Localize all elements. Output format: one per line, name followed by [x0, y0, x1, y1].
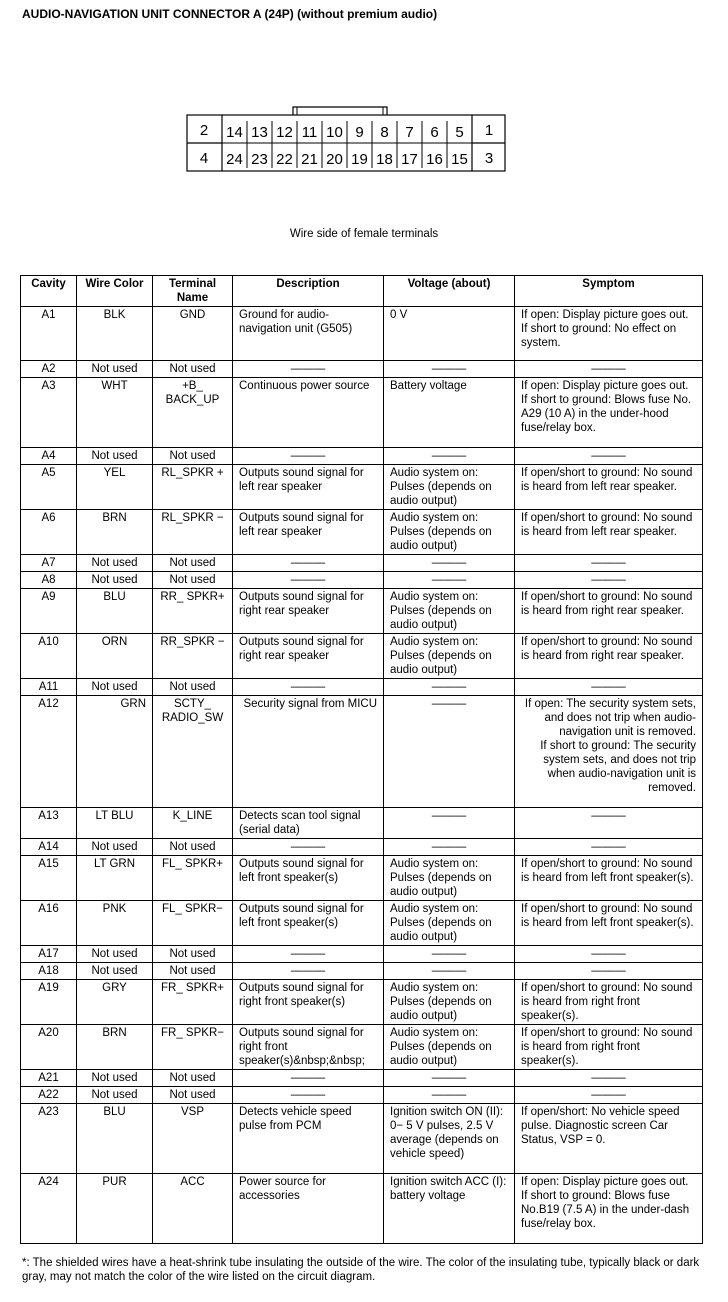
cell-terminal-name: RR_ SPKR+	[153, 589, 233, 634]
table-row	[21, 448, 703, 465]
cell-wire-color: BLU	[77, 589, 153, 634]
col-symptom: Symptom	[515, 276, 703, 307]
cell-symptom: ———	[515, 1070, 703, 1087]
cell-terminal-name: Not used	[153, 572, 233, 589]
cell-description: ———	[233, 555, 384, 572]
cell-description: ———	[233, 963, 384, 980]
symptom-line: If open: Display picture goes out.	[521, 1176, 689, 1188]
cell-voltage: Audio system on: Pulses (depends on audio output)	[384, 634, 515, 679]
cell-wire-color: Not used	[77, 839, 153, 856]
cell-description: Outputs sound signal for left rear speaker	[233, 465, 384, 510]
pinout-table	[20, 275, 703, 1244]
connector-pin: 20	[326, 151, 343, 168]
cell-description: Power source for accessories	[233, 1174, 384, 1244]
connector-diagram	[186, 106, 506, 172]
cell-description: Ground for audio-navigation unit (G505)	[233, 307, 384, 361]
cell-wire-color: GRN	[77, 696, 153, 808]
cell-voltage: ———	[384, 696, 515, 808]
cell-description: Outputs sound signal for left front speaker(s)	[233, 856, 384, 901]
cell-symptom: If open/short to ground: No sound is heard from left rear speaker.	[515, 510, 703, 555]
cell-voltage: ———	[384, 448, 515, 465]
footnote: *: The shielded wires have a heat-shrink tube insulating the outside of the wire. The color of the insulating tube, typically black or dark gray, may not match the color of the wire listed on the circuit diagram.	[22, 1257, 700, 1283]
cell-symptom: ———	[515, 839, 703, 856]
connector-pin: 14	[226, 124, 243, 141]
cell-terminal-name: RL_SPKR +	[153, 465, 233, 510]
cell-wire-color: Not used	[77, 946, 153, 963]
cell-cavity: A18	[21, 963, 77, 980]
symptom-line: If open: Display picture goes out.	[521, 380, 689, 392]
cell-cavity: A16	[21, 901, 77, 946]
connector-pin: 7	[405, 124, 414, 141]
cell-symptom: ———	[515, 963, 703, 980]
table-row	[21, 555, 703, 572]
cell-description: ———	[233, 946, 384, 963]
cell-wire-color: GRY	[77, 980, 153, 1025]
cell-symptom: ———	[515, 808, 703, 839]
cell-wire-color: LT GRN	[77, 856, 153, 901]
cell-terminal-name: Not used	[153, 1087, 233, 1104]
cell-wire-color: BLK	[77, 307, 153, 361]
cell-symptom: ———	[515, 361, 703, 378]
cell-terminal-name: Not used	[153, 555, 233, 572]
cell-terminal-name: RR_SPKR −	[153, 634, 233, 679]
connector-pin: 15	[451, 151, 468, 168]
table-row	[21, 856, 703, 901]
cell-cavity: A8	[21, 572, 77, 589]
cell-symptom	[515, 1174, 703, 1244]
cell-cavity: A24	[21, 1174, 77, 1244]
connector-pin: 18	[376, 151, 393, 168]
cell-wire-color: ORN	[77, 634, 153, 679]
cell-terminal-name: RL_SPKR −	[153, 510, 233, 555]
cell-cavity: A15	[21, 856, 77, 901]
cell-wire-color: LT BLU	[77, 808, 153, 839]
cell-symptom: ———	[515, 448, 703, 465]
cell-terminal-name: GND	[153, 307, 233, 361]
cell-symptom: If open/short to ground: No sound is heard from right rear speaker.	[515, 589, 703, 634]
col-terminal-name: Terminal Name	[153, 276, 233, 307]
cell-voltage: ———	[384, 1070, 515, 1087]
cell-voltage: Ignition switch ACC (I): battery voltage	[384, 1174, 515, 1244]
cell-wire-color: Not used	[77, 1087, 153, 1104]
cell-description: ———	[233, 1087, 384, 1104]
cell-symptom: ———	[515, 946, 703, 963]
connector-pin: 5	[455, 124, 464, 141]
cell-wire-color: BRN	[77, 1025, 153, 1070]
cell-terminal-name: +B_ BACK_UP	[153, 378, 233, 448]
cell-cavity: A10	[21, 634, 77, 679]
cell-voltage: 0 V	[384, 307, 515, 361]
cell-description: ———	[233, 448, 384, 465]
cell-description: Outputs sound signal for left rear speaker	[233, 510, 384, 555]
cell-cavity: A22	[21, 1087, 77, 1104]
cell-wire-color: Not used	[77, 679, 153, 696]
cell-terminal-name: FL_ SPKR−	[153, 901, 233, 946]
cell-symptom: If open/short to ground: No sound is heard from right front speaker(s).	[515, 980, 703, 1025]
connector-pin: 24	[226, 151, 243, 168]
cell-cavity: A23	[21, 1104, 77, 1174]
cell-terminal-name: Not used	[153, 963, 233, 980]
table-row	[21, 378, 703, 448]
cell-description: Outputs sound signal for right rear speaker	[233, 634, 384, 679]
cell-wire-color: PNK	[77, 901, 153, 946]
cell-terminal-name: FL_ SPKR+	[153, 856, 233, 901]
cell-terminal-name: Not used	[153, 946, 233, 963]
symptom-line: If short to ground: Blows fuse No. A29 (10 A) in the under-hood fuse/relay box.	[521, 394, 692, 434]
cell-terminal-name: Not used	[153, 679, 233, 696]
table-row	[21, 572, 703, 589]
connector-pin: 12	[276, 124, 293, 141]
cell-cavity: A2	[21, 361, 77, 378]
cell-terminal-name: FR_ SPKR+	[153, 980, 233, 1025]
cell-description: Security signal from MICU	[233, 696, 384, 808]
cell-voltage: ———	[384, 555, 515, 572]
cell-symptom: If open/short to ground: No sound is heard from left front speaker(s).	[515, 856, 703, 901]
table-header-row	[21, 276, 703, 307]
connector-pin: 10	[326, 124, 343, 141]
cell-voltage: Ignition switch ON (II): 0− 5 V pulses, 2.5 V average (depends on vehicle speed)	[384, 1104, 515, 1174]
table-row	[21, 679, 703, 696]
cell-terminal-name: ACC	[153, 1174, 233, 1244]
cell-cavity: A4	[21, 448, 77, 465]
cell-symptom: ———	[515, 572, 703, 589]
cell-wire-color: Not used	[77, 1070, 153, 1087]
cell-wire-color: Not used	[77, 361, 153, 378]
col-cavity: Cavity	[21, 276, 77, 307]
cell-terminal-name: Not used	[153, 361, 233, 378]
table-row	[21, 1025, 703, 1070]
symptom-line: If short to ground: The security system sets, and does not trip when audio-navigation unit is removed.	[540, 740, 696, 794]
cell-symptom: ———	[515, 555, 703, 572]
table-row	[21, 696, 703, 808]
symptom-line: If short to ground: Blows fuse No.B19 (7.5 A) in the under-dash fuse/relay box.	[521, 1190, 690, 1230]
col-wire-color: Wire Color	[77, 276, 153, 307]
cell-voltage: Audio system on: Pulses (depends on audio output)	[384, 465, 515, 510]
cell-voltage: ———	[384, 1087, 515, 1104]
table-row	[21, 1087, 703, 1104]
cell-description: Outputs sound signal for left front speaker(s)	[233, 901, 384, 946]
cell-symptom: If open/short to ground: No sound is heard from left front speaker(s).	[515, 901, 703, 946]
cell-cavity: A13	[21, 808, 77, 839]
cell-cavity: A6	[21, 510, 77, 555]
table-row	[21, 980, 703, 1025]
cell-voltage: Battery voltage	[384, 378, 515, 448]
connector-pin: 19	[351, 151, 368, 168]
symptom-line: If short to ground: No effect on system.	[521, 323, 677, 349]
cell-symptom	[515, 378, 703, 448]
table-row	[21, 1070, 703, 1087]
cell-voltage: Audio system on: Pulses (depends on audio output)	[384, 980, 515, 1025]
connector-pin: 8	[380, 124, 389, 141]
connector-pin: 11	[301, 124, 318, 141]
table-row	[21, 307, 703, 361]
cell-description: ———	[233, 572, 384, 589]
cell-cavity: A3	[21, 378, 77, 448]
cell-cavity: A5	[21, 465, 77, 510]
cell-cavity: A17	[21, 946, 77, 963]
cell-symptom	[515, 307, 703, 361]
connector-pin-2: 2	[199, 122, 209, 139]
connector-pin: 21	[301, 151, 318, 168]
cell-cavity: A20	[21, 1025, 77, 1070]
table-row	[21, 1174, 703, 1244]
cell-terminal-name: Not used	[153, 448, 233, 465]
cell-description: Continuous power source	[233, 378, 384, 448]
cell-cavity: A12	[21, 696, 77, 808]
connector-caption: Wire side of female terminals	[289, 228, 439, 240]
cell-cavity: A21	[21, 1070, 77, 1087]
cell-voltage: ———	[384, 839, 515, 856]
cell-voltage: ———	[384, 361, 515, 378]
cell-terminal-name: VSP	[153, 1104, 233, 1174]
page-title: AUDIO-NAVIGATION UNIT CONNECTOR A (24P) (without premium audio)	[22, 7, 438, 21]
cell-wire-color: BLU	[77, 1104, 153, 1174]
cell-voltage: Audio system on: Pulses (depends on audio output)	[384, 856, 515, 901]
cell-wire-color: Not used	[77, 555, 153, 572]
cell-voltage: Audio system on: Pulses (depends on audio output)	[384, 510, 515, 555]
cell-wire-color: WHT	[77, 378, 153, 448]
cell-symptom: If open/short to ground: No sound is heard from left rear speaker.	[515, 465, 703, 510]
cell-description: Detects scan tool signal (serial data)	[233, 808, 384, 839]
cell-voltage: ———	[384, 963, 515, 980]
cell-voltage: ———	[384, 946, 515, 963]
cell-symptom: If open/short to ground: No sound is heard from right rear speaker.	[515, 634, 703, 679]
cell-description: Outputs sound signal for right front speaker(s)	[233, 980, 384, 1025]
table-row	[21, 634, 703, 679]
connector-pin-4: 4	[199, 150, 209, 167]
cell-wire-color: Not used	[77, 572, 153, 589]
table-row	[21, 808, 703, 839]
cell-description: ———	[233, 839, 384, 856]
cell-terminal-name: SCTY_ RADIO_SW	[153, 696, 233, 808]
connector-pin: 17	[401, 151, 418, 168]
cell-description: Outputs sound signal for right rear speaker	[233, 589, 384, 634]
cell-symptom: If open/short to ground: No sound is heard from right front speaker(s).	[515, 1025, 703, 1070]
col-voltage: Voltage (about)	[384, 276, 515, 307]
table-row	[21, 510, 703, 555]
cell-symptom: ———	[515, 1087, 703, 1104]
connector-pin: 9	[355, 124, 364, 141]
cell-symptom	[515, 696, 703, 808]
cell-description: ———	[233, 361, 384, 378]
table-row	[21, 946, 703, 963]
cell-voltage: ———	[384, 572, 515, 589]
cell-voltage: Audio system on: Pulses (depends on audio output)	[384, 589, 515, 634]
cell-terminal-name: Not used	[153, 839, 233, 856]
cell-terminal-name: Not used	[153, 1070, 233, 1087]
cell-cavity: A7	[21, 555, 77, 572]
connector-pin-1: 1	[484, 122, 494, 139]
cell-terminal-name: K_LINE	[153, 808, 233, 839]
symptom-line: If open: The security system sets, and does not trip when audio-navigation unit is removed.	[524, 698, 696, 738]
cell-voltage: Audio system on: Pulses (depends on audio output)	[384, 1025, 515, 1070]
cell-wire-color: Not used	[77, 448, 153, 465]
connector-pin-3: 3	[484, 150, 494, 167]
table-row	[21, 1104, 703, 1174]
table-row	[21, 361, 703, 378]
table-row	[21, 901, 703, 946]
symptom-line: If open: Display picture goes out.	[521, 309, 689, 321]
table-row	[21, 465, 703, 510]
table-row	[21, 839, 703, 856]
cell-wire-color: Not used	[77, 963, 153, 980]
cell-wire-color: BRN	[77, 510, 153, 555]
connector-pin: 23	[251, 151, 268, 168]
cell-cavity: A11	[21, 679, 77, 696]
cell-description: Detects vehicle speed pulse from PCM	[233, 1104, 384, 1174]
cell-voltage: Audio system on: Pulses (depends on audio output)	[384, 901, 515, 946]
cell-terminal-name: FR_ SPKR−	[153, 1025, 233, 1070]
connector-pin: 6	[430, 124, 439, 141]
connector-pin: 22	[276, 151, 293, 168]
cell-cavity: A19	[21, 980, 77, 1025]
cell-symptom: If open/short: No vehicle speed pulse. Diagnostic screen Car Status, VSP = 0.	[515, 1104, 703, 1174]
table-row	[21, 963, 703, 980]
cell-wire-color: PUR	[77, 1174, 153, 1244]
table-row	[21, 589, 703, 634]
cell-description: ———	[233, 1070, 384, 1087]
cell-voltage: ———	[384, 808, 515, 839]
connector-pin: 13	[251, 124, 268, 141]
cell-description: Outputs sound signal for right front speaker(s)&nbsp;&nbsp;	[233, 1025, 384, 1070]
col-description: Description	[233, 276, 384, 307]
cell-cavity: A9	[21, 589, 77, 634]
connector-pin: 16	[426, 151, 443, 168]
cell-symptom: ———	[515, 679, 703, 696]
cell-wire-color: YEL	[77, 465, 153, 510]
cell-cavity: A14	[21, 839, 77, 856]
cell-description: ———	[233, 679, 384, 696]
cell-voltage: ———	[384, 679, 515, 696]
cell-cavity: A1	[21, 307, 77, 361]
